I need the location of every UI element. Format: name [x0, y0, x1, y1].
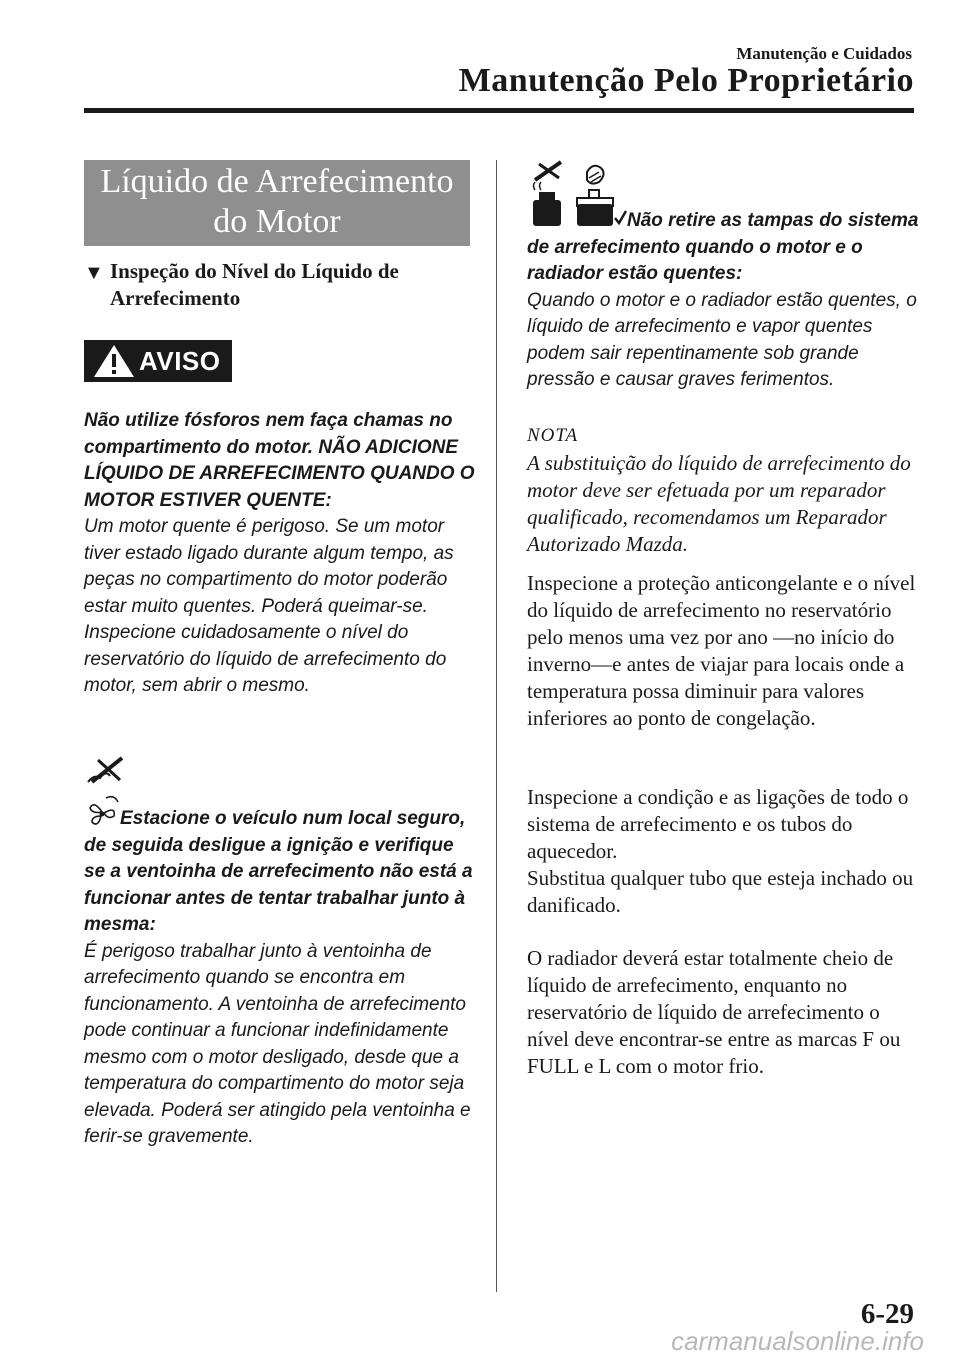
- section-title-line2: do Motor: [213, 203, 341, 240]
- warning-block-1: [84, 408, 476, 700]
- warning-block-3: [527, 208, 919, 394]
- aviso-label: AVISO: [139, 346, 221, 376]
- subsection-title: [84, 258, 484, 312]
- warning-3-heading: Não retire as tampas do sistema de arrefecimento quando o motor e o radiador estão quentes:: [527, 210, 919, 284]
- column-divider: [496, 160, 497, 1292]
- warning-1-heading: Não utilize fósforos nem faça chamas no compartimento do motor. NÃO ADICIONE LÍQUIDO DE ARREFECIMENTO QUANDO O MOTOR ESTIVER QUENTE:: [84, 410, 475, 511]
- warning-2-body: É perigoso trabalhar junto à ventoinha de arrefecimento quando se encontra em funcionamento. A ventoinha de arrefecimento pode continuar a funcionar indefinidamente mesmo com o motor desligado, desde que a temperatura do compartimento do motor seja elevada. Poderá ser atingido pela ventoinha e ferir-se gravemente.: [84, 940, 471, 1147]
- aviso-badge: [84, 340, 232, 382]
- warning-2-heading: Estacione o veículo num local seguro, de seguida desligue a ignição e verifique se a ventoinha de arrefecimento não está a funcionar antes de tentar trabalhar junto à mesma:: [84, 808, 473, 935]
- paragraph-radiator-level: O radiador deverá estar totalmente cheio de líquido de arrefecimento, enquanto no reservatório de líquido de arrefecimento o nível deve encontrar-se entre as marcas F ou FULL e L com o motor frio.: [527, 946, 901, 1078]
- paragraph-antifreeze: Inspecione a proteção anticongelante e o nível do líquido de arrefecimento no reservatório pelo menos uma vez por ano —no início do inverno—e antes de viajar para locais onde a temperatura possa diminuir para valores inferiores ao ponto de congelação.: [527, 571, 916, 730]
- paragraph-hoses: Inspecione a condição e as ligações de todo o sistema de arrefecimento e os tubos do aquecedor. Substitua qualquer tubo que esteja inchado ou danificado.: [527, 785, 914, 917]
- chapter-title: Manutenção e Cuidados: [736, 44, 912, 63]
- warning-block-2: [84, 806, 476, 1151]
- triangle-marker-icon: ▼: [84, 262, 104, 284]
- warning-1-body: Um motor quente é perigoso. Se um motor tiver estado ligado durante algum tempo, as peças no compartimento do motor poderão estar muito quentes. Poderá queimar-se. Inspecione cuidadosamente o nível do reservatório do líquido de arrefecimento do motor, sem abrir o mesmo.: [84, 516, 454, 696]
- page-number: 6-29: [860, 1298, 914, 1330]
- watermark: carmanualsonline.info: [671, 1326, 924, 1356]
- nota-title: NOTA: [527, 425, 579, 446]
- warning-triangle-icon: [92, 343, 136, 379]
- subsection-title-text: Inspeção do Nível do Líquido de Arrefecimento: [110, 259, 399, 310]
- header-rule: [84, 108, 914, 113]
- section-title-line1: Líquido de Arrefecimento: [100, 163, 454, 200]
- nota-body: A substituição do líquido de arrefecimento do motor deve ser efetuada por um reparador qualificado, recomendamos um Reparador Autorizado Mazda.: [527, 451, 911, 556]
- page-title: Manutenção Pelo Proprietário: [458, 62, 914, 99]
- warning-3-body: Quando o motor e o radiador estão quentes, o líquido de arrefecimento e vapor quentes podem sair repentinamente sob grande pressão e causar graves ferimentos.: [527, 289, 917, 390]
- section-title: [84, 160, 470, 246]
